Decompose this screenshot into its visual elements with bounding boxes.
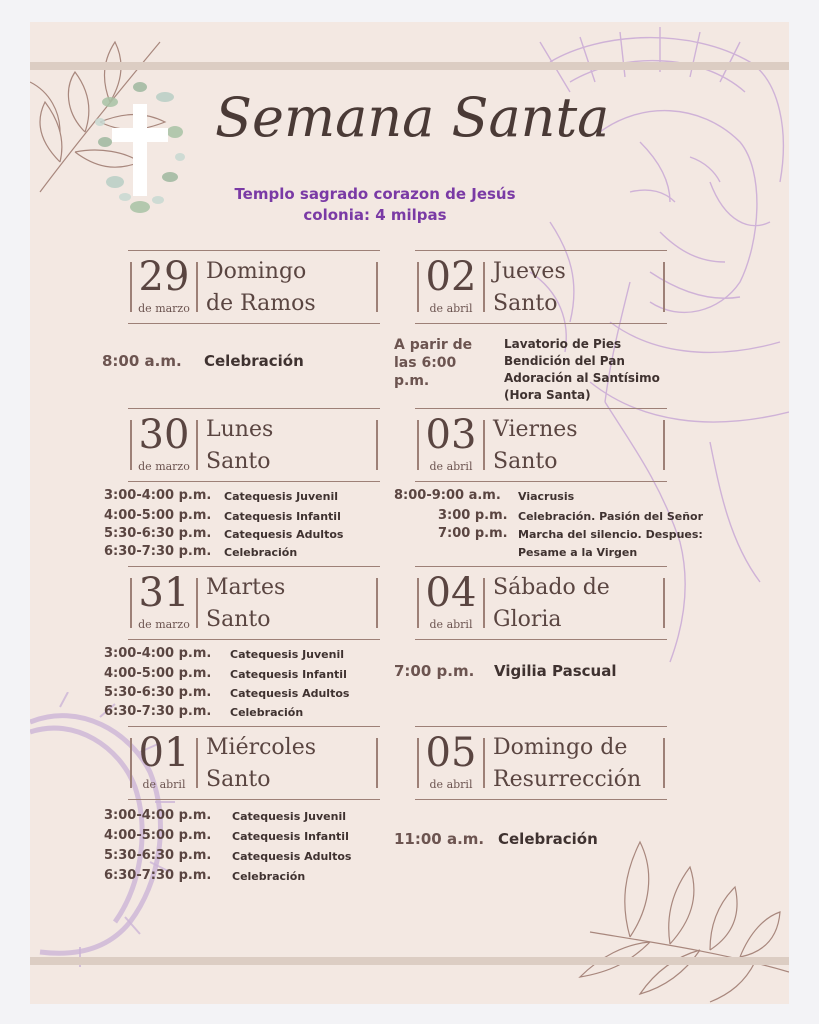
day-name: Sábado de Gloria bbox=[493, 575, 610, 632]
schedule-time: 4:00-5:00 p.m. bbox=[104, 828, 212, 843]
schedule-activity: Celebración bbox=[224, 546, 298, 559]
schedule-activity: Catequesis Infantil bbox=[224, 510, 341, 523]
day-name: Domingo de Ramos bbox=[206, 259, 316, 316]
day-month: de abril bbox=[429, 302, 473, 315]
schedule-activity: Adoración al Santísimo bbox=[504, 371, 660, 385]
day-month: de marzo bbox=[138, 460, 190, 473]
schedule-time: 7:00 p.m. bbox=[438, 526, 508, 541]
day-name: Jueves Santo bbox=[493, 259, 566, 316]
poster bbox=[30, 22, 789, 1004]
schedule-time: 6:30-7:30 p.m. bbox=[104, 868, 212, 883]
day-header bbox=[415, 408, 667, 482]
schedule-time: 3:00-4:00 p.m. bbox=[104, 488, 212, 503]
colony-name: colonia: 4 milpas bbox=[303, 206, 447, 224]
schedule-time: 6:30-7:30 p.m. bbox=[104, 544, 212, 559]
leaf-branch-icon bbox=[570, 832, 789, 1004]
day-number: 01 bbox=[138, 730, 190, 776]
schedule-activity: (Hora Santa) bbox=[504, 388, 591, 402]
day-name: Lunes Santo bbox=[206, 417, 274, 474]
day-header bbox=[128, 408, 380, 482]
schedule-activity: Catequesis Infantil bbox=[230, 668, 347, 681]
day-month: de abril bbox=[429, 460, 473, 473]
day-number: 04 bbox=[425, 570, 477, 616]
schedule-activity: Bendición del Pan bbox=[504, 354, 625, 368]
schedule-time: 5:30-6:30 p.m. bbox=[104, 526, 212, 541]
schedule-activity: Vigilia Pascual bbox=[494, 662, 617, 680]
day-header bbox=[128, 250, 380, 324]
schedule-time: A parir de bbox=[394, 337, 473, 353]
schedule-time: 11:00 a.m. bbox=[394, 830, 485, 848]
schedule-time: p.m. bbox=[394, 373, 430, 389]
day-number: 03 bbox=[425, 412, 477, 458]
schedule-time: 7:00 p.m. bbox=[394, 662, 475, 680]
day-header bbox=[415, 726, 667, 800]
day-header bbox=[128, 566, 380, 640]
schedule-activity: Catequesis Infantil bbox=[232, 830, 349, 843]
top-band bbox=[30, 62, 789, 70]
day-name: Martes Santo bbox=[206, 575, 286, 632]
subtitle bbox=[180, 184, 570, 226]
day-name: Domingo de Resurrección bbox=[493, 735, 642, 792]
schedule-activity: Pesame a la Virgen bbox=[518, 546, 638, 559]
schedule-time: 8:00 a.m. bbox=[102, 352, 182, 370]
bottom-band bbox=[30, 957, 789, 965]
day-month: de marzo bbox=[138, 618, 190, 631]
day-number: 31 bbox=[138, 570, 190, 616]
schedule-activity: Viacrusis bbox=[518, 490, 575, 503]
schedule-activity: Catequesis Juvenil bbox=[230, 648, 345, 661]
cross-icon bbox=[112, 104, 168, 196]
day-header bbox=[415, 566, 667, 640]
schedule-activity: Celebración bbox=[498, 830, 598, 848]
day-number: 02 bbox=[425, 254, 477, 300]
schedule-time: 6:30-7:30 p.m. bbox=[104, 704, 212, 719]
schedule-time: las 6:00 bbox=[394, 355, 457, 371]
day-month: de abril bbox=[142, 778, 186, 791]
schedule-activity: Catequesis Adultos bbox=[230, 687, 350, 700]
day-number: 05 bbox=[425, 730, 477, 776]
schedule-time: 4:00-5:00 p.m. bbox=[104, 666, 212, 681]
schedule-activity: Lavatorio de Pies bbox=[504, 337, 622, 351]
day-name: Viernes Santo bbox=[493, 417, 578, 474]
day-header bbox=[415, 250, 667, 324]
schedule-activity: Celebración bbox=[232, 870, 306, 883]
schedule-time: 4:00-5:00 p.m. bbox=[104, 508, 212, 523]
day-name: Miércoles Santo bbox=[206, 735, 317, 792]
schedule-activity: Catequesis Adultos bbox=[232, 850, 352, 863]
day-month: de abril bbox=[429, 618, 473, 631]
schedule-activity: Catequesis Juvenil bbox=[232, 810, 347, 823]
schedule-activity: Marcha del silencio. Despues: bbox=[518, 528, 703, 541]
schedule-activity: Celebración bbox=[230, 706, 304, 719]
day-header bbox=[128, 726, 380, 800]
schedule-activity: Celebración bbox=[204, 352, 304, 370]
day-number: 29 bbox=[138, 254, 190, 300]
schedule-time: 3:00-4:00 p.m. bbox=[104, 808, 212, 823]
schedule-time: 5:30-6:30 p.m. bbox=[104, 685, 212, 700]
schedule-time: 3:00 p.m. bbox=[438, 508, 508, 523]
schedule-time: 8:00-9:00 a.m. bbox=[394, 488, 501, 503]
day-month: de marzo bbox=[138, 302, 190, 315]
schedule-time: 3:00-4:00 p.m. bbox=[104, 646, 212, 661]
day-number: 30 bbox=[138, 412, 190, 458]
page-title: Semana Santa bbox=[215, 86, 610, 149]
schedule-activity: Catequesis Juvenil bbox=[224, 490, 339, 503]
schedule-time: 5:30-6:30 p.m. bbox=[104, 848, 212, 863]
schedule-activity: Catequesis Adultos bbox=[224, 528, 344, 541]
day-month: de abril bbox=[429, 778, 473, 791]
schedule-activity: Celebración. Pasión del Señor bbox=[518, 510, 704, 523]
church-name: Templo sagrado corazon de Jesús bbox=[234, 185, 516, 203]
